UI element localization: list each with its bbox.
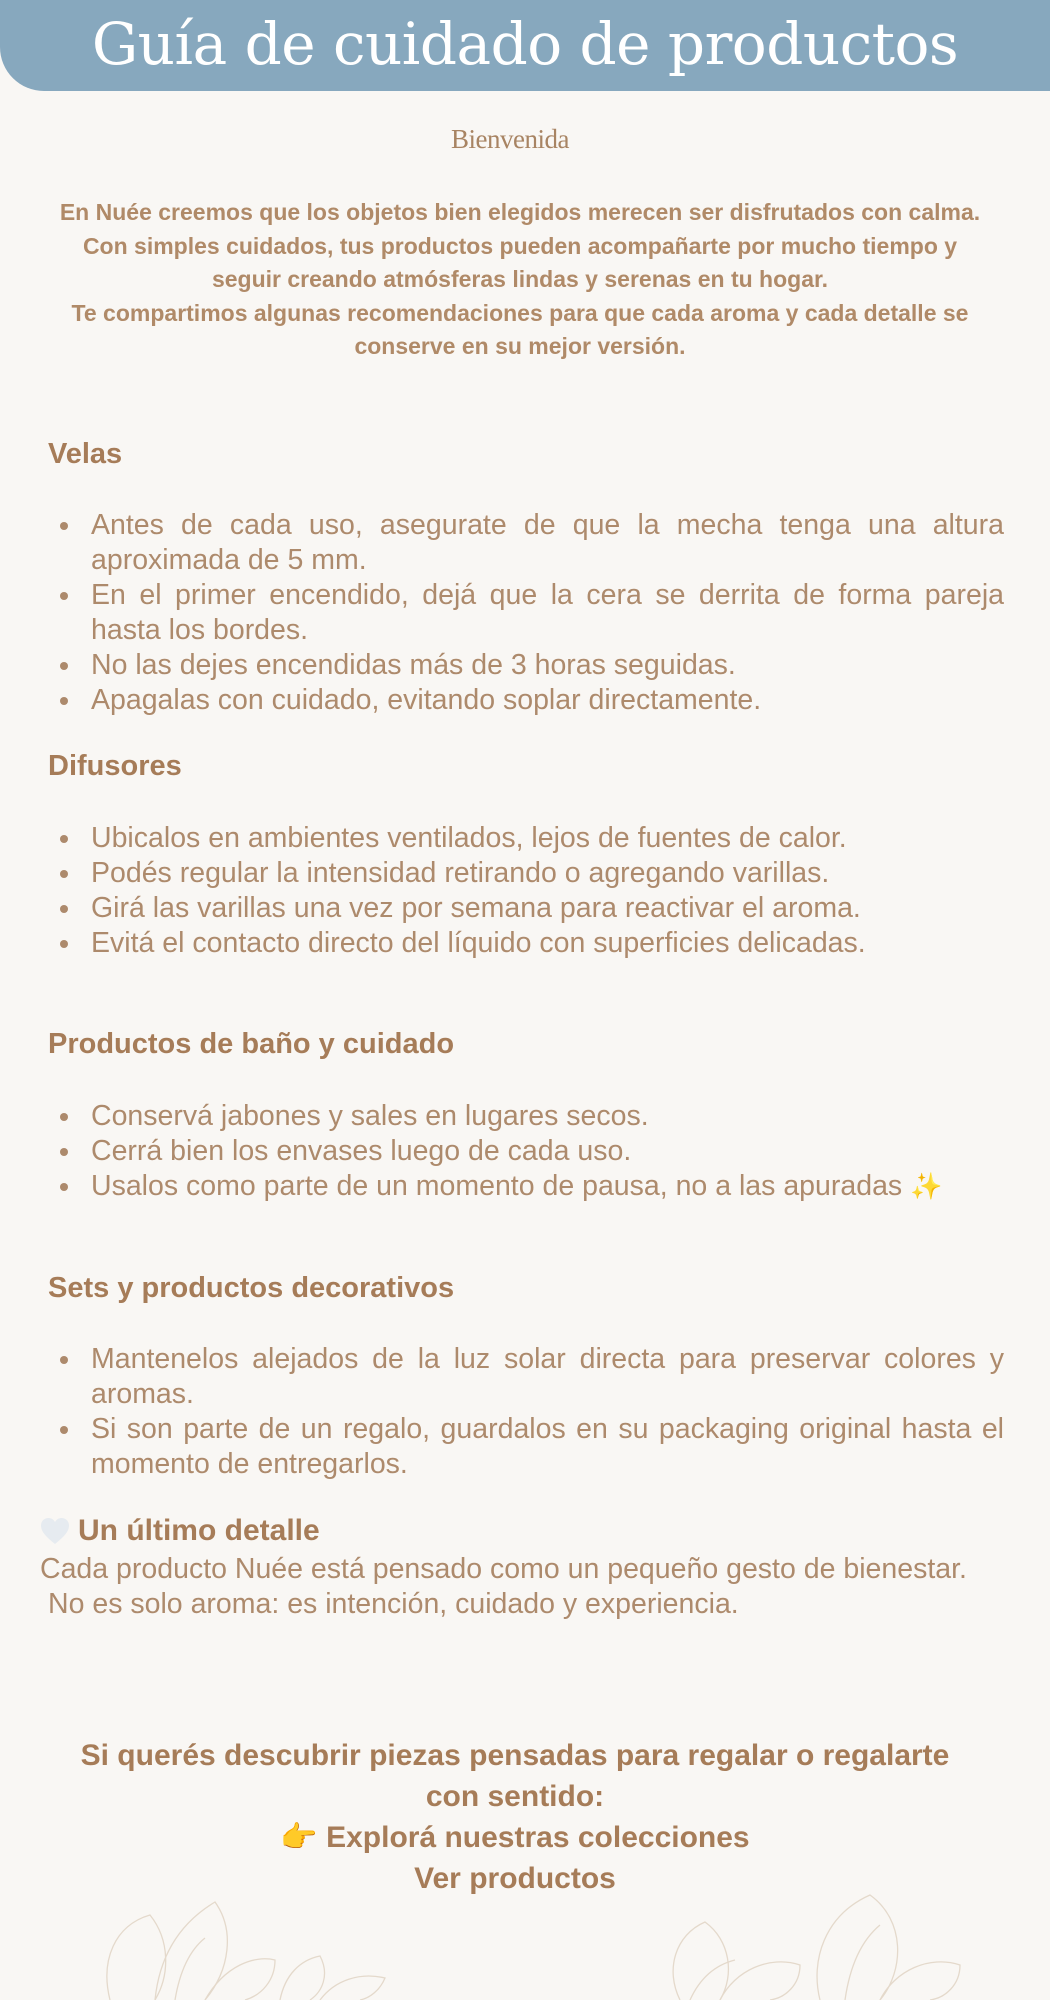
list-item: Conservá jabones y sales en lugares secos.: [56, 1099, 1004, 1134]
list-item: Antes de cada uso, asegurate de que la mecha tenga una altura aproximada de 5 mm.: [56, 508, 1004, 578]
velas-list: [56, 508, 1004, 718]
sparkle-icon: ✨: [910, 1171, 943, 1201]
last-detail-line: No es solo aroma: es intención, cuidado y experiencia.: [48, 1588, 739, 1620]
intro-line: Con simples cuidados, tus productos pueden acompañarte por mucho tiempo y seguir creando atmósferas lindas y serenas en tu hogar.: [82, 232, 958, 292]
view-products-link[interactable]: Ver productos: [414, 1862, 616, 1895]
header-banner: [0, 0, 1050, 91]
pointing-hand-icon: 👉: [280, 1821, 318, 1854]
list-item: [56, 1169, 1004, 1204]
heart-icon: [40, 1517, 70, 1545]
page-title: Guía de cuidado de productos: [91, 9, 959, 78]
list-item-text: Usalos como parte de un momento de pausa, no a las apuradas: [91, 1170, 903, 1202]
sets-list: [56, 1342, 1004, 1482]
list-item: Podés regular la intensidad retirando o agregando varillas.: [56, 856, 1004, 891]
last-detail-line: Cada producto Nuée está pensado como un pequeño gesto de bienestar.: [40, 1553, 967, 1585]
last-detail-text: [40, 1552, 1004, 1622]
welcome-subtitle: Bienvenida: [451, 124, 569, 154]
intro-text: [50, 196, 990, 364]
list-item: En el primer encendido, dejá que la cera se derrita de forma pareja hasta los bordes.: [56, 578, 1004, 648]
intro-line: En Nuée creemos que los objetos bien elegidos merecen ser disfrutados con calma.: [59, 199, 981, 225]
floral-decoration: [0, 1860, 1050, 2000]
list-item: Cerrá bien los envases luego de cada uso.: [56, 1134, 1004, 1169]
list-item: Si son parte de un regalo, guardalos en su packaging original hasta el momento de entregarlos.: [56, 1412, 1004, 1482]
section-title-bano: Productos de baño y cuidado: [48, 1028, 455, 1060]
section-title-sets: Sets y productos decorativos: [48, 1272, 455, 1304]
intro-line: Te compartimos algunas recomendaciones para que cada aroma y cada detalle se conserve en su mejor versión.: [71, 299, 969, 359]
section-title-difusores: Difusores: [48, 750, 182, 782]
difusores-list: [56, 821, 1004, 961]
last-detail-heading: [40, 1514, 320, 1548]
list-item: Apagalas con cuidado, evitando soplar directamente.: [56, 683, 1004, 718]
explore-collections-link[interactable]: [60, 1817, 970, 1858]
list-item: Mantenelos alejados de la luz solar directa para preservar colores y aromas.: [56, 1342, 1004, 1412]
list-item: Girá las varillas una vez por semana para reactivar el aroma.: [56, 891, 1004, 926]
list-item: Ubicalos en ambientes ventilados, lejos de fuentes de calor.: [56, 821, 1004, 856]
last-detail-title: Un último detalle: [78, 1514, 320, 1547]
explore-collections-label: Explorá nuestras colecciones: [326, 1821, 750, 1854]
list-item: No las dejes encendidas más de 3 horas seguidas.: [56, 648, 1004, 683]
list-item: Evitá el contacto directo del líquido con superficies delicadas.: [56, 926, 1004, 961]
section-title-velas: Velas: [48, 438, 123, 470]
cta-text: Si querés descubrir piezas pensadas para regalar o regalarte con sentido:: [80, 1739, 950, 1813]
bano-list: [56, 1099, 1004, 1204]
